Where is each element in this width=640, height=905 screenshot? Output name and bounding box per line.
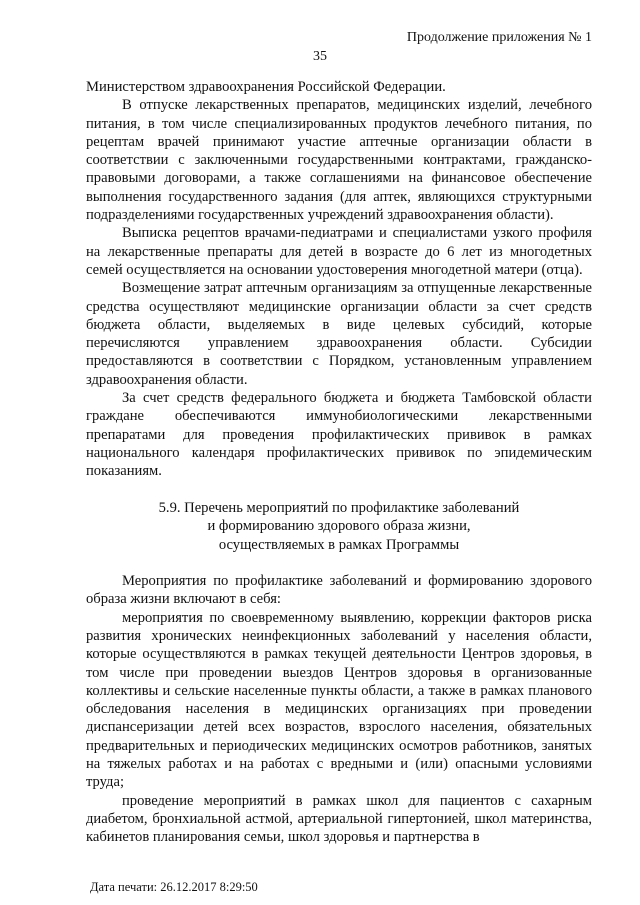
paragraph: Возмещение затрат аптечным организациям за отпущенные лекарственные средства осуществляют медицинские организации области за счет средств бюджета области, выделяемых в виде целевых субсидий, которые перечисляются управлением здравоохранения области. Субсидии предоставляются в соответствии с Порядком, установленным управлением здравоохранения области. [86, 280, 592, 388]
document-body [86, 78, 592, 846]
appendix-continuation-label: Продолжение приложения № 1 [406, 30, 592, 45]
section-heading-line: осуществляемых в рамках Программы [218, 536, 460, 553]
section-heading-line: и формированию здорового образа жизни, [207, 518, 471, 535]
section-heading-line: 5.9. Перечень мероприятий по профилактике заболеваний [158, 499, 520, 516]
paragraph: За счет средств федерального бюджета и бюджета Тамбовской области граждане обеспечиваются иммунобиологическими лекарственными препаратами для проведения профилактических прививок в рамках национального календаря профилактических прививок по эпидемическим показаниям. [86, 390, 592, 480]
paragraph: Мероприятия по профилактике заболеваний и формированию здорового образа жизни включают в себя: [86, 573, 592, 608]
paragraph: мероприятия по своевременному выявлению, коррекции факторов риска развития хронических неинфекционных заболеваний у населения области, которые осуществляются в рамках текущей деятельности Центров здоровья, в том числе при проведении выездов Центров здоровья в организованные коллективы и сельские населенные пункты области, а также в рамках планового обследования населения в медицинских организациях при проведении диспансеризации детей всех возрастов, взрослого населения, обязательных предварительных и периодических медицинских осмотров работников, занятых на тяжелых работах и на работах с вредными и (или) опасными условиями труда; [86, 609, 592, 791]
paragraph: Министерством здравоохранения Российской Федерации. [86, 79, 446, 95]
paragraph: проведение мероприятий в рамках школ для пациентов с сахарным диабетом, бронхиальной астмой, артериальной гипертонией, школ материнства, кабинетов планирования семьи, школ здоровья и партнерства в [86, 792, 592, 846]
paragraph: В отпуске лекарственных препаратов, медицинских изделий, лечебного питания, в том числе специализированных продуктов лечебного питания, по рецептам врачей принимают участие аптечные организации области в соответствии с заключенными государственными контрактами, гражданско-правовыми договорами, а также соглашениями на финансовое обеспечение выполнения государственного задания (для аптек, являющихся структурными подразделениями государственных учреждений здравоохранения области). [86, 97, 592, 224]
section-heading [86, 499, 592, 555]
print-date: Дата печати: 26.12.2017 8:29:50 [90, 880, 258, 894]
page-number: 35 [313, 49, 327, 64]
paragraph: Выписка рецептов врачами-педиатрами и специалистами узкого профиля на лекарственные препараты для детей в возрасте до 6 лет из многодетных семей осуществляется на основании удостоверения многодетной матери (отца). [86, 225, 592, 278]
